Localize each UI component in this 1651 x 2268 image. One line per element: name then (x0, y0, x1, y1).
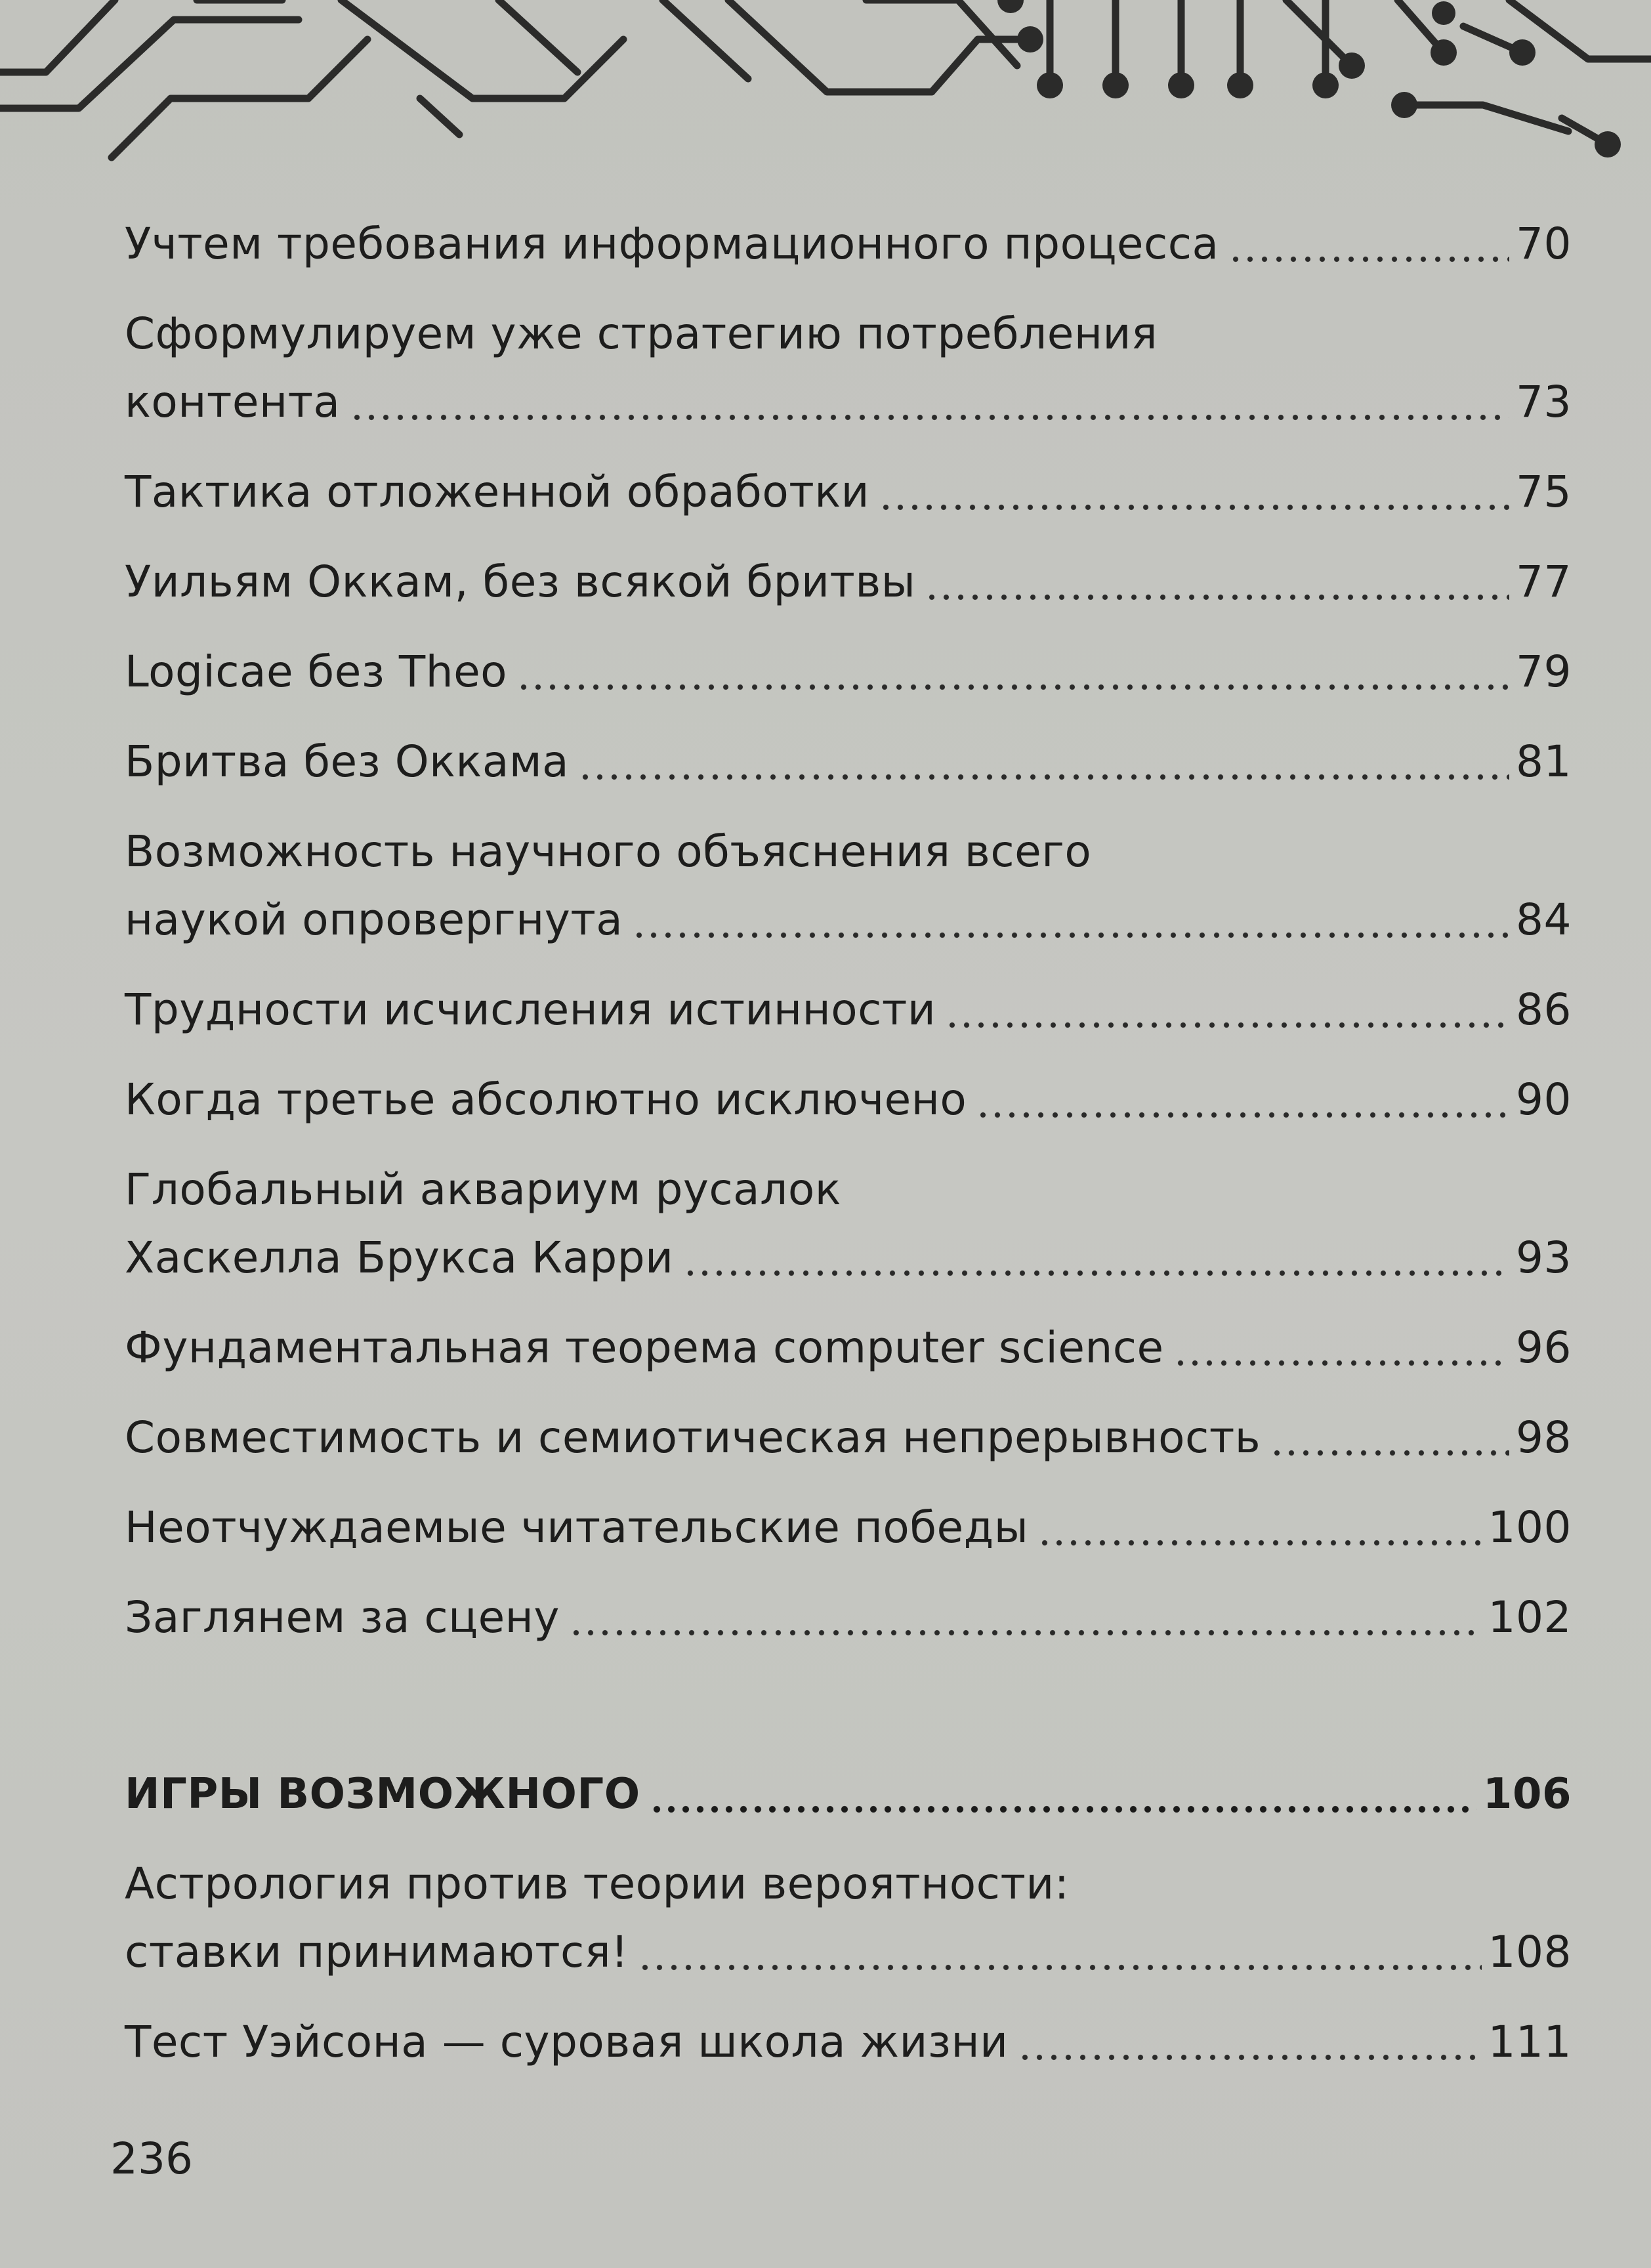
toc-entry-page: 98 (1516, 1412, 1572, 1463)
leader-dots (925, 593, 1509, 602)
toc-entry-title: Тактика отложенной обработки (125, 467, 869, 517)
toc-entry[interactable] (125, 1584, 1572, 1652)
leader-dots (683, 1269, 1510, 1278)
toc-entry-title: Хаскелла Брукса Карри (125, 1232, 674, 1283)
leader-dots (569, 1628, 1482, 1637)
leader-dots (1270, 1448, 1509, 1458)
section-page: 106 (1482, 1770, 1572, 1818)
toc-entry-page: 79 (1516, 646, 1572, 697)
toc-entry-title: Бритва без Оккама (125, 736, 570, 787)
toc-entry[interactable] (125, 548, 1572, 616)
toc-entry-page: 108 (1488, 1927, 1572, 1977)
section-title: ИГРЫ ВОЗМОЖНОГО (125, 1770, 640, 1818)
toc-entry[interactable] (125, 818, 1572, 954)
toc-entry-title-line1: Возможность научного объяснения всего (125, 826, 1092, 877)
toc-entry-title: ставки принимаются! (125, 1927, 629, 1977)
toc-entry[interactable] (125, 728, 1572, 796)
toc-entry-page: 70 (1516, 219, 1572, 269)
toc-entry[interactable] (125, 300, 1572, 436)
toc-entry-page: 75 (1516, 467, 1572, 517)
leader-dots (1037, 1538, 1481, 1547)
toc-section-heading[interactable] (125, 1760, 1572, 1828)
toc-entry-title: Уильям Оккам, без всякой бритвы (125, 556, 916, 607)
toc-entry[interactable] (125, 1850, 1572, 1986)
leader-dots (1173, 1358, 1509, 1368)
page-number: 236 (110, 2133, 193, 2184)
table-of-contents (125, 210, 1572, 2076)
toc-entry-page: 90 (1516, 1074, 1572, 1125)
leader-dots (945, 1020, 1509, 1030)
toc-entry-title-line1: Сформулируем уже стратегию потребления (125, 308, 1158, 359)
toc-entry-page: 86 (1516, 984, 1572, 1035)
toc-entry-title: Фундаментальная теорема computer science (125, 1322, 1164, 1373)
toc-entry-title: Заглянем за сцену (125, 1592, 560, 1643)
leader-dots (578, 772, 1509, 782)
toc-entry[interactable] (125, 458, 1572, 526)
leader-dots (879, 503, 1509, 512)
toc-entry-title: Совместимость и семиотическая непрерывность (125, 1412, 1261, 1463)
toc-entry-page: 93 (1516, 1232, 1572, 1283)
toc-entry[interactable] (125, 1066, 1572, 1134)
leader-dots (638, 1963, 1482, 1972)
leader-dots (632, 931, 1509, 940)
leader-dots (650, 1805, 1476, 1814)
toc-entry-page: 100 (1488, 1502, 1572, 1553)
toc-entry-page: 73 (1516, 377, 1572, 427)
toc-entry-page: 96 (1516, 1322, 1572, 1373)
toc-entry-title-line1: Глобальный аквариум русалок (125, 1164, 842, 1215)
toc-entry-page: 81 (1516, 736, 1572, 787)
toc-entry-title: наукой опровергнута (125, 894, 623, 945)
toc-entry-page: 84 (1516, 894, 1572, 945)
leader-dots (516, 682, 1509, 692)
toc-entry[interactable] (125, 1494, 1572, 1562)
toc-entry[interactable] (125, 1404, 1572, 1472)
toc-entry-title: Учтем требования информационного процесса (125, 219, 1219, 269)
leader-dots (1018, 2053, 1482, 2062)
toc-entry[interactable] (125, 1314, 1572, 1382)
circuit-pattern-decoration (0, 0, 1651, 171)
toc-entry-title-line1: Астрология против теории вероятности: (125, 1858, 1070, 1909)
toc-entry[interactable] (125, 2008, 1572, 2076)
toc-entry[interactable] (125, 1156, 1572, 1292)
leader-dots (350, 413, 1510, 422)
toc-entry-title: контента (125, 377, 341, 427)
leader-dots (976, 1110, 1509, 1120)
toc-entry-page: 111 (1488, 2017, 1572, 2067)
toc-entry[interactable] (125, 976, 1572, 1044)
toc-entry-page: 102 (1488, 1592, 1572, 1643)
toc-entry-title: Тест Уэйсона — суровая школа жизни (125, 2017, 1009, 2067)
toc-entry-title: Неотчуждаемые читательские победы (125, 1502, 1029, 1553)
toc-entry-title: Трудности исчисления истинности (125, 984, 936, 1035)
toc-entry[interactable] (125, 210, 1572, 278)
toc-entry[interactable] (125, 638, 1572, 706)
toc-entry-page: 77 (1516, 556, 1572, 607)
toc-entry-title: Logicae без Theo (125, 646, 508, 697)
leader-dots (1228, 255, 1510, 264)
toc-entry-title: Когда третье абсолютно исключено (125, 1074, 967, 1125)
